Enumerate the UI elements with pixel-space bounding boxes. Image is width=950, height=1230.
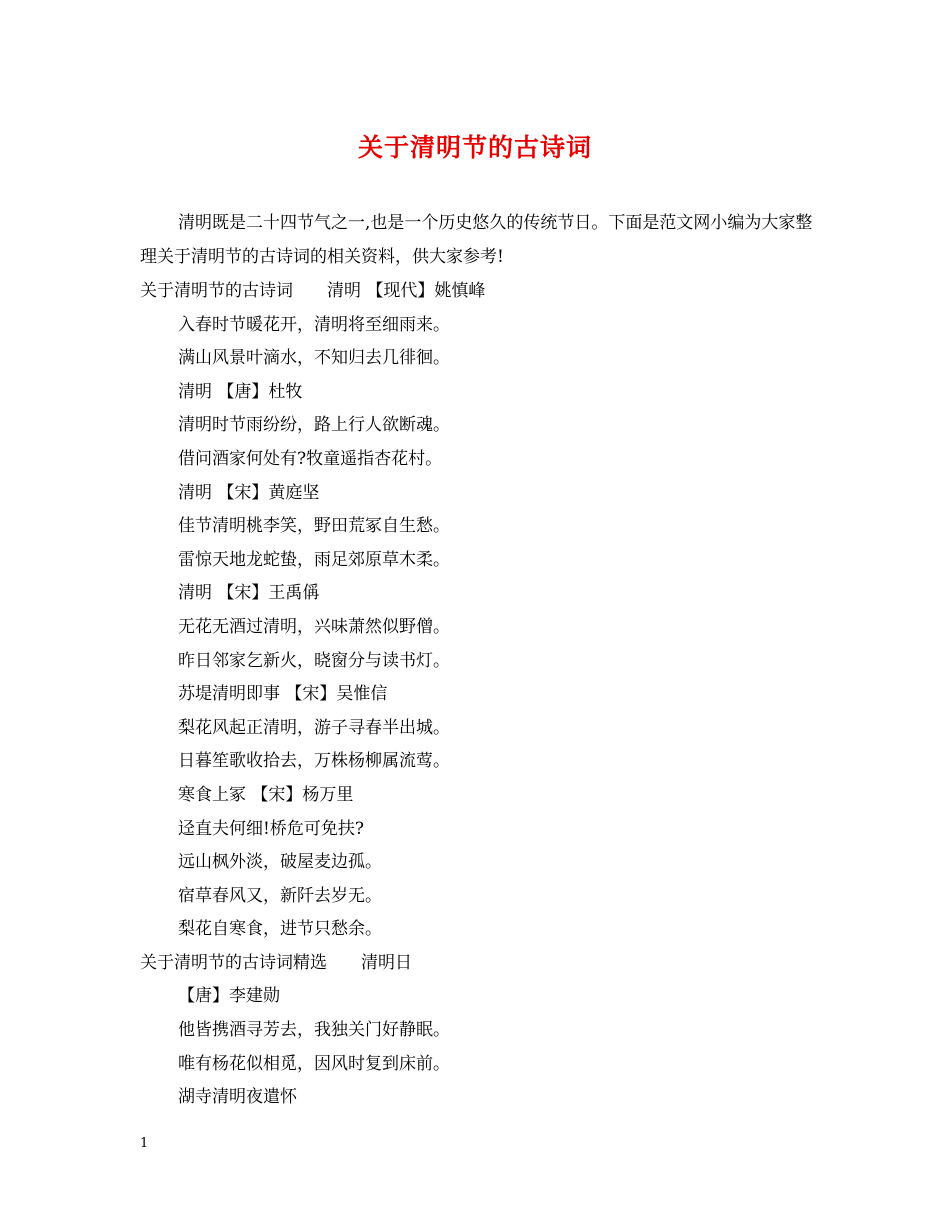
text-line: 唯有杨花似相觅，因风时复到床前。 [178, 1053, 450, 1074]
text-line: 宿草春风又，新阡去岁无。 [178, 885, 382, 906]
text-line: 【唐】李建勋 [178, 986, 280, 1007]
text-line: 苏堤清明即事 【宋】吴惟信 [178, 684, 388, 705]
text-line: 梨花自寒食，进节只愁余。 [178, 919, 382, 940]
text-line: 入春时节暖花开，清明将至细雨来。 [178, 314, 450, 335]
page-number: 1 [140, 1136, 149, 1151]
text-line: 满山风景叶滴水，不知归去几徘徊。 [178, 348, 450, 369]
text-line: 佳节清明桃李笑，野田荒冢自生愁。 [178, 516, 450, 537]
text-line: 日暮笙歌收拾去，万株杨柳属流莺。 [178, 751, 450, 772]
text-line: 清明 【宋】王禹偁 [178, 583, 320, 604]
poem-lines [140, 275, 820, 1115]
text-line: 清明 【唐】杜牧 [178, 381, 303, 402]
text-line: 无花无酒过清明，兴味萧然似野僧。 [178, 616, 450, 637]
text-line: 寒食上冢 【宋】杨万里 [178, 784, 354, 805]
text-line: 迳直夫何细!桥危可免扶? [178, 818, 364, 839]
text-line: 远山枫外淡，破屋麦边孤。 [178, 852, 382, 873]
text-line: 清明时节雨纷纷，路上行人欲断魂。 [178, 415, 450, 436]
text-line: 借问酒家何处有?牧童遥指杏花村。 [178, 448, 443, 469]
text-line: 昨日邻家乞新火，晓窗分与读书灯。 [178, 650, 450, 671]
text-line: 湖寺清明夜遣怀 [178, 1087, 297, 1108]
text-line: 雷惊天地龙蛇蛰，雨足郊原草木柔。 [178, 549, 450, 570]
text-line: 关于清明节的古诗词精选 清明日 [140, 952, 412, 973]
page-title: 关于清明节的古诗词 [357, 133, 592, 162]
text-line: 梨花风起正清明，游子寻春半出城。 [178, 717, 450, 738]
intro-paragraph: 清明既是二十四节气之一,也是一个历史悠久的传统节日。下面是范文网小编为大家整理关于清明节的古诗词的相关资料，供大家参考! [140, 213, 813, 267]
text-line: 他皆携酒寻芳去，我独关门好静眠。 [178, 1020, 450, 1041]
text-line: 关于清明节的古诗词 清明 【现代】姚慎峰 [140, 281, 486, 301]
text-line: 清明 【宋】黄庭坚 [178, 482, 320, 503]
